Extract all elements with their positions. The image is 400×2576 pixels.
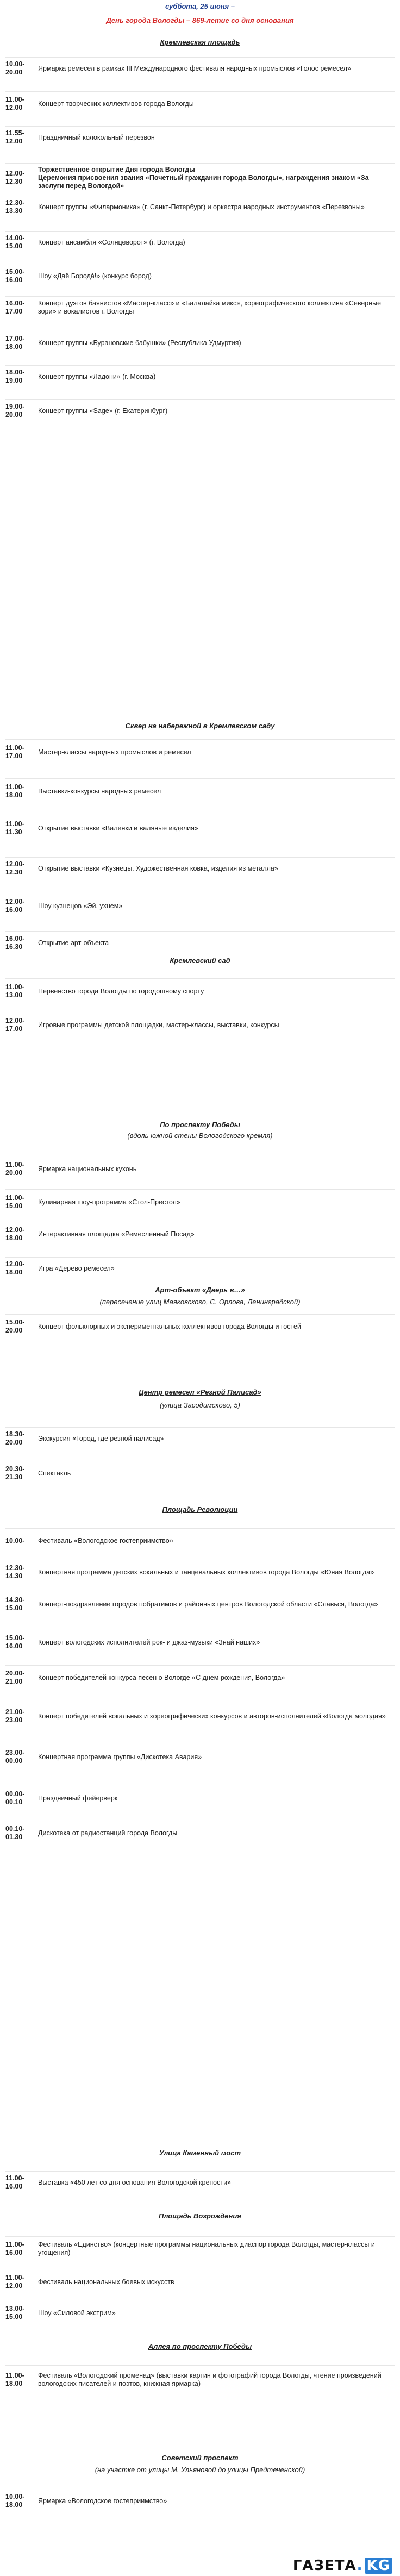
event-time: 15.00- 16.00: [5, 1634, 25, 1650]
event-time: 11.00- 15.00: [5, 1194, 24, 1210]
event-description: Выставка «450 лет со дня основания Вологодской крепости»: [38, 2178, 232, 2186]
event-description: Шоу «Даё Бородá!» (конкурс бород): [38, 272, 152, 280]
event-time: 19.00- 20.00: [5, 403, 25, 418]
event-description: Концерт фольклорных и экспериментальных коллективов города Вологды и гостей: [38, 1322, 301, 1330]
section-heading: Аллея по проспекту Победы: [148, 2342, 252, 2350]
section-heading: Кремлевская площадь: [160, 38, 240, 46]
section-heading: Арт-объект «Дверь в…»: [155, 1286, 245, 1294]
event-time: 23.00- 00.00: [5, 1749, 25, 1765]
event-row: [5, 332, 395, 354]
section-heading: Кремлевский сад: [170, 956, 230, 965]
event-description: Мастер-классы народных промыслов и ремесел: [38, 748, 191, 756]
event-row: [5, 1427, 395, 1449]
event-time: 12.00- 12.30: [5, 860, 25, 876]
event-row: [5, 978, 395, 1004]
event-time: 15.00- 16.00: [5, 268, 25, 284]
event-description: Концерт вологодских исполнителей рок- и джаз-музыки «Знай наших»: [38, 1638, 260, 1646]
event-description: Интерактивная площадка «Ремесленный Посад»: [38, 1230, 195, 1238]
event-row: [5, 57, 395, 79]
event-description: Игровые программы детской площадки, мастер-классы, выставки, конкурсы: [38, 1021, 279, 1029]
event-description: Открытие арт-объекта: [38, 939, 109, 947]
event-row: [5, 1314, 395, 1339]
event-row: [5, 1787, 395, 1809]
event-row: [5, 931, 395, 954]
event-row: [5, 2365, 395, 2394]
event-time: 20.30- 21.30: [5, 1465, 25, 1481]
event-description: Концерт победителей конкурса песен о Вологде «С днем рождения, Вологда»: [38, 1673, 285, 1681]
event-description: Концерт группы «Sage» (г. Екатеринбург): [38, 407, 168, 415]
event-row: [5, 1462, 395, 1484]
section-subheading: (улица Засодимского, 5): [160, 1401, 240, 1409]
event-row: [5, 1704, 395, 1728]
event-description: Концерт группы «Бурановские бабушки» (Республика Удмуртия): [38, 339, 241, 347]
event-row: [5, 231, 395, 253]
event-time: 12.30- 14.30: [5, 1564, 25, 1580]
event-description: Экскурсия «Город, где резной палисад»: [38, 1434, 164, 1442]
event-time: 11.00- 11.30: [5, 820, 24, 836]
section-subheading: (на участке от улицы М. Ульяновой до улицы Предтеченской): [95, 2466, 305, 2474]
event-description: Дискотека от радиостанций города Вологды: [38, 1829, 178, 1837]
event-row: [5, 1014, 395, 1036]
event-time: 21.00- 23.00: [5, 1708, 25, 1724]
event-description: Концерт дуэтов баянистов «Мастер-класс» и «Балалайка микс», хореографического коллектива «Северные зори» и вокалистов г. Вологды: [38, 299, 382, 315]
event-row: [5, 1528, 395, 1553]
event-time: 11.00- 20.00: [5, 1161, 24, 1177]
event-row: [5, 1223, 395, 1245]
event-description: Открытие выставки «Кузнецы. Художественная ковка, изделия из металла»: [38, 864, 278, 872]
event-description: Праздничный фейерверк: [38, 1794, 118, 1802]
event-time: 10.00-: [5, 1536, 25, 1545]
event-time: 11.00- 18.00: [5, 2372, 24, 2387]
event-time: 00.10- 01.30: [5, 1825, 25, 1841]
event-description: Концерт творческих коллективов города Вологды: [38, 99, 194, 108]
event-description: Шоу кузнецов «Эй, ухнем»: [38, 902, 123, 910]
event-description: Шоу «Силовой экстрим»: [38, 2309, 116, 2317]
section-heading: Площадь Революции: [162, 1505, 238, 1514]
event-row: [5, 1189, 395, 1215]
event-description: Фестиваль «Вологодское гостеприимство»: [38, 1536, 173, 1545]
event-time: 12.00- 17.00: [5, 1017, 25, 1033]
event-row: [5, 1593, 395, 1615]
event-time: 11.00- 12.00: [5, 2274, 24, 2290]
event-time: 12.00- 18.00: [5, 1226, 25, 1242]
event-time: 14.30- 15.00: [5, 1596, 25, 1612]
event-row: [5, 817, 395, 839]
logo-dot: .: [357, 2558, 363, 2574]
event-description: Концерт группы «Филармоника» (г. Санкт-Петербург) и оркестра народных инструментов «Перезвоны»: [38, 203, 365, 211]
event-row: [5, 2236, 395, 2261]
event-time: 11.00- 18.00: [5, 783, 24, 799]
event-row: [5, 2171, 395, 2193]
event-row: [5, 2271, 395, 2293]
logo-left-text: ГАЗЕТА: [292, 2558, 357, 2574]
event-row: [5, 1746, 395, 1768]
event-description: Спектакль: [38, 1469, 71, 1477]
event-time: 16.00- 16.30: [5, 935, 25, 951]
event-time: 11.00- 12.00: [5, 96, 24, 111]
event-row: [5, 1158, 395, 1180]
event-row: [5, 739, 395, 765]
event-time: 20.00- 21.00: [5, 1670, 25, 1685]
event-row: [5, 895, 395, 917]
event-time: 10.00- 18.00: [5, 2493, 25, 2509]
event-time: 11.00- 16.00: [5, 2174, 24, 2190]
event-description: Ярмарка национальных кухонь: [38, 1165, 137, 1173]
event-time: 12.00- 18.00: [5, 1260, 25, 1276]
event-time: 17.00- 18.00: [5, 335, 25, 351]
event-description: Фестиваль «Вологодский променад» (выставки картин и фотографий города Вологды, чтение произведений вологодских писателей и поэтов, книжная ярмарка): [38, 2372, 382, 2387]
event-row: [5, 1560, 395, 1584]
event-row: [5, 857, 395, 879]
event-row: [5, 2302, 395, 2324]
section-heading: Центр ремесел «Резной Палисад»: [139, 1388, 261, 1396]
event-description: Концерт победителей вокальных и хореографических конкурсов и авторов-исполнителей «Вологда молодая»: [38, 1712, 386, 1720]
event-time: 18.30- 20.00: [5, 1430, 25, 1446]
event-time: 12.00- 16.00: [5, 898, 25, 914]
event-time: 12.00- 12.30: [5, 170, 25, 185]
event-description: Игра «Дерево ремесел»: [38, 1264, 115, 1272]
event-description: Выставки-конкурсы народных ремесел: [38, 787, 161, 795]
event-time: 11.00- 13.00: [5, 983, 24, 999]
event-description: Торжественное открытие Дня города Вологды Церемония присвоения звания «Почетный гражданин города Вологды», награждения знаком «За заслуги перед Вологдой»: [38, 165, 369, 190]
event-time: 16.00- 17.00: [5, 299, 25, 315]
event-time: 12.30- 13.30: [5, 199, 25, 215]
event-row: [5, 196, 395, 218]
event-time: 10.00- 20.00: [5, 60, 25, 76]
gazeta-kg-logo[interactable]: [293, 2558, 392, 2574]
event-description: Ярмарка «Вологодское гостеприимство»: [38, 2497, 167, 2505]
section-heading: Советский проспект: [161, 2454, 239, 2462]
event-row: [5, 399, 395, 422]
event-time: 11.55- 12.00: [5, 129, 24, 145]
section-subheading: (пересечение улиц Маяковского, С. Орлова, Ленинградской): [99, 1298, 301, 1306]
event-description: Концертная программа группы «Дискотека Авария»: [38, 1753, 202, 1761]
event-time: 13.00- 15.00: [5, 2305, 25, 2321]
event-description: Фестиваль национальных боевых искусств: [38, 2278, 174, 2286]
event-row: [5, 264, 395, 288]
event-time: 11.00- 17.00: [5, 744, 24, 760]
logo-right-text: KG: [365, 2558, 393, 2574]
event-description: Концерт группы «Ладони» (г. Москва): [38, 372, 156, 380]
event-row: [5, 1631, 395, 1653]
event-row: [5, 1257, 395, 1279]
section-subheading: (вдоль южной стены Вологодского кремля): [127, 1131, 273, 1140]
event-description: Концерт-поздравление городов побратимов и районных центров Вологодской области «Славься, Вологда»: [38, 1600, 378, 1608]
section-heading: По проспекту Победы: [160, 1121, 240, 1129]
event-time: 15.00- 20.00: [5, 1318, 25, 1334]
event-row: [5, 296, 395, 318]
event-description: Концерт ансамбля «Солнцеворот» (г. Вологда): [38, 238, 185, 246]
event-description: Кулинарная шоу-программа «Стол-Престол»: [38, 1198, 180, 1206]
section-heading: Улица Каменный мост: [159, 2149, 241, 2157]
event-row: [5, 1665, 395, 1690]
event-row: [5, 1822, 395, 1844]
event-time: 11.00- 16.00: [5, 2241, 24, 2256]
event-description: Первенство города Вологды по городошному спорту: [38, 987, 204, 995]
event-row: [5, 2490, 395, 2512]
event-description: Открытие выставки «Валенки и валяные изделия»: [38, 824, 198, 832]
event-row: [5, 126, 395, 148]
event-description: Концертная программа детских вокальных и танцевальных коллективов города Вологды «Юная Вологда»: [38, 1568, 374, 1576]
event-description: Ярмарка ремесел в рамках III Международного фестиваля народных промыслов «Голос ремесел»: [38, 64, 351, 72]
event-row: [5, 365, 395, 387]
schedule-date: суббота, 25 июня –: [165, 2, 235, 10]
event-time: 18.00- 19.00: [5, 368, 25, 384]
event-time: 14.00- 15.00: [5, 234, 25, 250]
event-description: Фестиваль «Единство» (концертные программы национальных диаспор города Вологды, мастер-классы и угощения): [38, 2241, 375, 2256]
schedule-title: День города Вологды – 869-летие со дня основания: [106, 16, 294, 24]
event-time: 00.00- 00.10: [5, 1790, 25, 1806]
section-heading: Площадь Возрождения: [159, 2212, 241, 2220]
event-row: [5, 163, 395, 192]
section-heading: Сквер на набережной в Кремлевском саду: [125, 722, 275, 730]
event-row: [5, 91, 395, 116]
event-row: [5, 778, 395, 804]
event-description: Праздничный колокольный перезвон: [38, 133, 155, 141]
